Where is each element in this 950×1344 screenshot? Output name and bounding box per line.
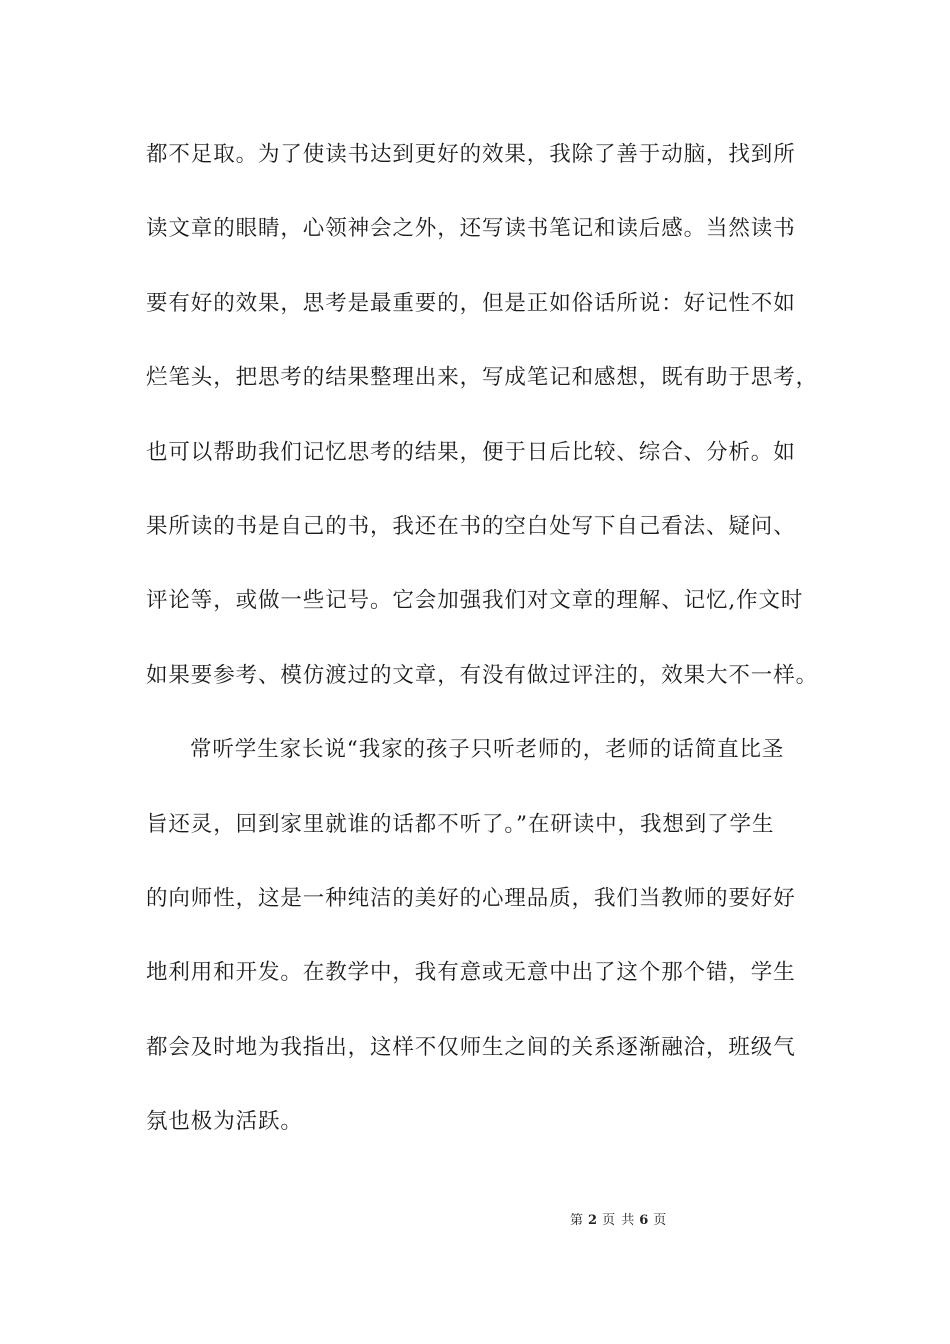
text-line: 评论等，或做一些记号。它会加强我们对文章的理解、记忆,作文时 xyxy=(146,588,804,614)
text-line: 如果要参考、模仿渡过的文章，有没有做过评注的，效果大不一样。 xyxy=(146,662,819,688)
text-line: 都不足取。为了使读书达到更好的效果，我除了善于动脑，找到所 xyxy=(146,142,796,167)
text-line: 要有好的效果，思考是最重要的，但是正如俗话所说：好记性不如 xyxy=(146,290,796,316)
total-pages-number: 6 xyxy=(639,1213,650,1228)
page-prefix: 第 xyxy=(570,1213,585,1228)
text-line: 读文章的眼睛，心领神会之外，还写读书笔记和读后感。当然读书 xyxy=(146,216,796,242)
text-line: 都会及时地为我指出，这样不仅师生之间的关系逐渐融洽，班级气 xyxy=(146,1034,796,1060)
text-line: 地利用和开发。在教学中，我有意或无意中出了这个那个错，学生 xyxy=(146,960,796,986)
text-line: 的向师性，这是一种纯洁的美好的心理品质，我们当教师的要好好 xyxy=(146,885,796,911)
body-text xyxy=(146,128,819,1169)
page-suffix: 页 xyxy=(653,1213,668,1228)
text-line: 烂笔头，把思考的结果整理出来，写成笔记和感想，既有助于思考， xyxy=(146,365,819,391)
paragraph-start-line: 常听学生家长说“我家的孩子只听老师的，老师的话简直比圣 xyxy=(190,737,785,763)
page-number xyxy=(566,1209,671,1228)
current-page-number: 2 xyxy=(588,1213,599,1228)
text-line: 氛也极为活跃。 xyxy=(146,1109,303,1135)
text-line: 果所读的书是自己的书，我还在书的空白处写下自己看法、疑问、 xyxy=(146,513,796,539)
page-middle-text: 页 共 xyxy=(602,1213,636,1228)
text-line: 旨还灵，回到家里就谁的话都不听了。”在研读中，我想到了学生 xyxy=(146,811,775,837)
text-line: 也可以帮助我们记忆思考的结果，便于日后比较、综合、分析。如 xyxy=(146,439,796,465)
